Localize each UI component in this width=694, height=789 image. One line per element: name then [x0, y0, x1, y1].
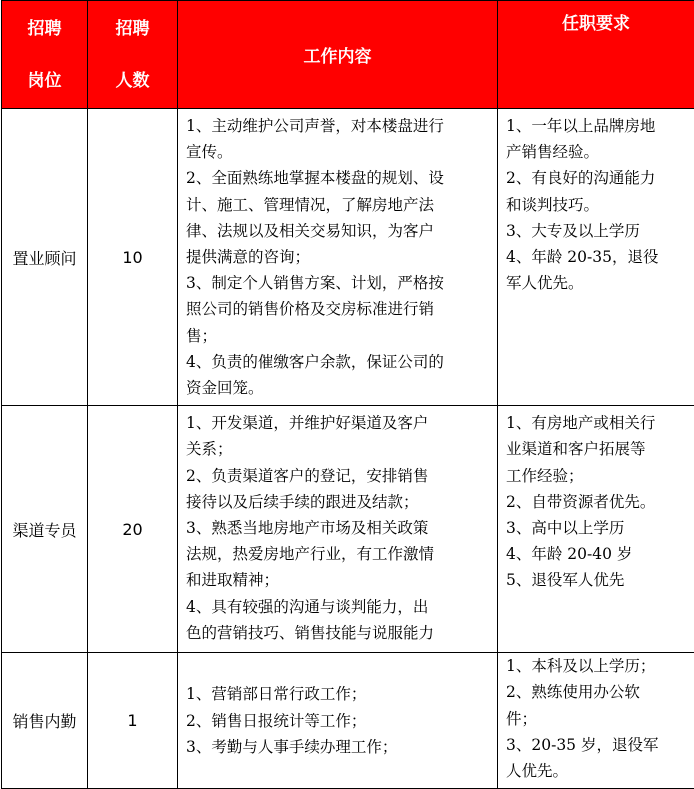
- requirement-line: 业渠道和客户拓展等: [506, 436, 688, 462]
- duty-line: 律、法规以及相关交易知识，为客户: [186, 218, 491, 244]
- duty-line: 宣传。: [186, 139, 491, 165]
- duty-line: 和进取精神；: [186, 567, 491, 593]
- recruitment-table: [1, 0, 694, 789]
- table-row: [2, 653, 694, 789]
- requirement-line: 2、自带资源者优先。: [506, 489, 688, 515]
- duty-line: 1、营销部日常行政工作；: [186, 681, 491, 707]
- requirement-line: 和谈判技巧。: [506, 192, 688, 218]
- duty-line: 4、具有较强的沟通与谈判能力，出: [186, 594, 491, 620]
- duty-line: 照公司的销售价格及交房标准进行销: [186, 296, 491, 322]
- duties-cell: [178, 653, 498, 789]
- requirement-line: 1、本科及以上学历；: [506, 653, 688, 679]
- header-requirements: 任职要求: [498, 1, 694, 109]
- header-position-line2: 岗位: [2, 55, 87, 107]
- duty-line: 1、主动维护公司声誉，对本楼盘进行: [186, 113, 491, 139]
- header-position-line1: 招聘: [2, 3, 87, 55]
- requirement-line: 3、20-35 岁，退役军: [506, 732, 688, 758]
- requirement-line: 件；: [506, 706, 688, 732]
- requirement-line: 人优先。: [506, 758, 688, 784]
- duty-line: 资金回笼。: [186, 375, 491, 401]
- duty-line: 2、销售日报统计等工作；: [186, 708, 491, 734]
- duty-line: 2、全面熟练地掌握本楼盘的规划、设: [186, 165, 491, 191]
- table-header-row: [2, 1, 694, 109]
- requirement-line: 2、熟练使用办公软: [506, 679, 688, 705]
- duty-line: 计、施工、管理情况，了解房地产法: [186, 192, 491, 218]
- duty-line: 提供满意的咨询；: [186, 244, 491, 270]
- duty-line: 1、开发渠道，并维护好渠道及客户: [186, 410, 491, 436]
- header-duties: 工作内容: [178, 1, 498, 109]
- duty-line: 3、考勤与人事手续办理工作；: [186, 734, 491, 760]
- table-row: [2, 109, 694, 406]
- header-count-line1: 招聘: [88, 3, 177, 55]
- requirement-line: 产销售经验。: [506, 139, 688, 165]
- duty-line: 色的营销技巧、销售技能与说服能力: [186, 620, 491, 646]
- duties-cell: [178, 406, 498, 653]
- requirements-cell: [498, 653, 694, 789]
- requirement-line: 1、有房地产或相关行: [506, 410, 688, 436]
- duty-line: 关系；: [186, 436, 491, 462]
- header-count: [88, 1, 178, 109]
- requirement-line: 3、大专及以上学历: [506, 218, 688, 244]
- duty-line: 4、负责的催缴客户余款，保证公司的: [186, 349, 491, 375]
- duty-line: 售；: [186, 323, 491, 349]
- position-cell: 渠道专员: [2, 406, 88, 653]
- table-row: [2, 406, 694, 653]
- requirement-line: 1、一年以上品牌房地: [506, 113, 688, 139]
- requirement-line: 4、年龄 20-40 岁: [506, 541, 688, 567]
- header-position: [2, 1, 88, 109]
- requirement-line: 3、高中以上学历: [506, 515, 688, 541]
- header-count-line2: 人数: [88, 55, 177, 107]
- duty-line: 3、制定个人销售方案、计划，严格按: [186, 270, 491, 296]
- duty-line: 2、负责渠道客户的登记，安排销售: [186, 463, 491, 489]
- requirement-line: 工作经验；: [506, 463, 688, 489]
- position-cell: 销售内勤: [2, 653, 88, 789]
- requirement-line: 2、有良好的沟通能力: [506, 165, 688, 191]
- requirement-line: 5、退役军人优先: [506, 567, 688, 593]
- duty-line: 3、熟悉当地房地产市场及相关政策: [186, 515, 491, 541]
- count-cell: 10: [88, 109, 178, 406]
- requirements-cell: [498, 109, 694, 406]
- count-cell: 1: [88, 653, 178, 789]
- requirements-cell: [498, 406, 694, 653]
- duty-line: 法规，热爱房地产行业，有工作激情: [186, 541, 491, 567]
- duties-cell: [178, 109, 498, 406]
- duty-line: 接待以及后续手续的跟进及结款；: [186, 489, 491, 515]
- position-cell: 置业顾问: [2, 109, 88, 406]
- count-cell: 20: [88, 406, 178, 653]
- requirement-line: 军人优先。: [506, 270, 688, 296]
- requirement-line: 4、年龄 20-35，退役: [506, 244, 688, 270]
